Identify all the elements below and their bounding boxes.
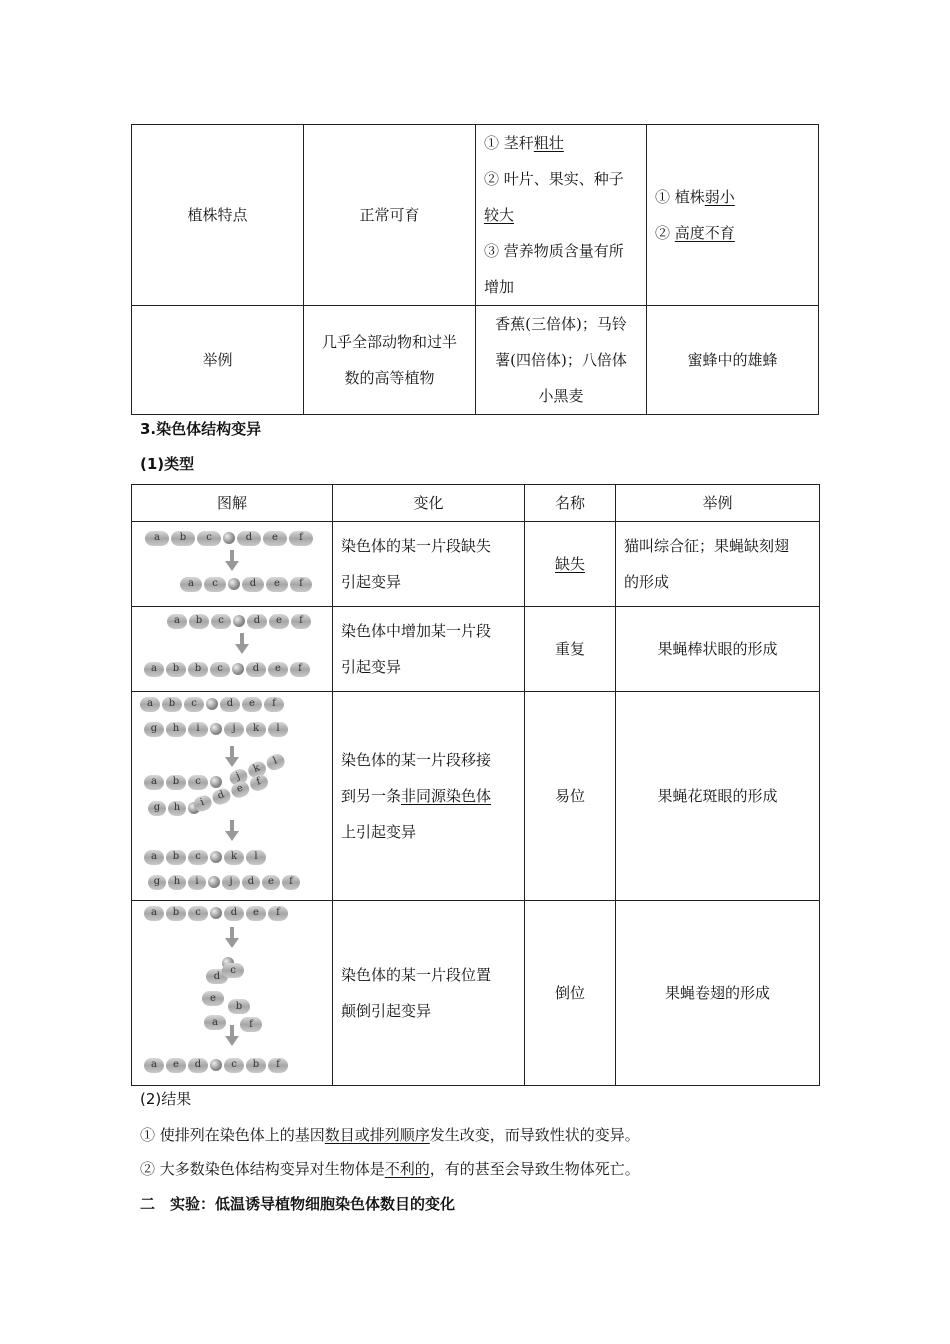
gene-g: g bbox=[148, 801, 166, 816]
section-2-title: 二 实验：低温诱导植物细胞染色体数目的变化 bbox=[140, 1195, 456, 1213]
haploid-traits-cell bbox=[647, 125, 819, 306]
gene-e: e bbox=[263, 531, 287, 546]
gene-f: f bbox=[290, 577, 312, 592]
gene-b: b bbox=[228, 999, 250, 1014]
duplication-example-cell: 果蝇棒状眼的形成 bbox=[616, 607, 820, 692]
gene-d: d bbox=[247, 614, 267, 629]
gene-b: b bbox=[171, 531, 195, 546]
deletion-example-line-2: 的形成 bbox=[624, 573, 670, 591]
gene-i: i bbox=[188, 875, 206, 890]
gene-d: d bbox=[210, 786, 232, 806]
chromosome-2-after bbox=[148, 874, 302, 890]
deletion-change-line-2: 引起变异 bbox=[341, 573, 402, 591]
polyploid-example-line-3: 小黑麦 bbox=[538, 387, 584, 405]
gene-b: b bbox=[166, 850, 186, 865]
gene-c: c bbox=[222, 963, 244, 978]
gene-e: e bbox=[202, 991, 224, 1006]
gene-h: h bbox=[168, 801, 186, 816]
arrow-down-icon bbox=[227, 1025, 237, 1047]
inversion-diagram bbox=[132, 901, 333, 1086]
translocation-change-line-1: 染色体的某一片段移接 bbox=[341, 751, 492, 769]
result-1: ① 使排列在染色体上的基因数目或排列顺序发生改变，而导致性状的变异。 bbox=[140, 1126, 640, 1144]
deletion-diagram bbox=[132, 522, 333, 607]
gene-c: c bbox=[224, 1058, 244, 1073]
gene-a: a bbox=[145, 531, 169, 546]
arrow-down-icon bbox=[227, 927, 237, 949]
gene-f: f bbox=[264, 697, 284, 712]
gene-c: c bbox=[211, 614, 231, 629]
chromosome-before bbox=[167, 613, 313, 629]
row-label-examples: 举例 bbox=[132, 306, 304, 415]
inversion-change-line-2: 颠倒引起变异 bbox=[341, 1002, 432, 1020]
gene-d: d bbox=[206, 969, 228, 984]
gene-d: d bbox=[237, 531, 261, 546]
trait-line-2: ② 叶片、果实、种子 bbox=[484, 170, 624, 188]
gene-a: a bbox=[144, 662, 164, 677]
gene-j: j bbox=[224, 722, 244, 737]
gene-b: b bbox=[189, 614, 209, 629]
deletion-name-cell bbox=[525, 522, 616, 607]
chromosome-before bbox=[145, 530, 315, 546]
gene-d: d bbox=[246, 662, 266, 677]
trait-line-4: ③ 营养物质含量有所 bbox=[484, 242, 624, 260]
gene-a: a bbox=[140, 697, 160, 712]
gene-f: f bbox=[282, 875, 300, 890]
chromosome-after bbox=[180, 576, 314, 592]
subsection-types-title: (1)类型 bbox=[140, 455, 195, 473]
centromere-icon bbox=[228, 578, 240, 590]
gene-c: c bbox=[184, 697, 204, 712]
gene-e: e bbox=[266, 577, 288, 592]
gene-b: b bbox=[166, 906, 186, 921]
inversion-change-cell bbox=[333, 901, 525, 1086]
gene-f: f bbox=[240, 1017, 262, 1032]
centromere-icon bbox=[232, 663, 244, 675]
gene-a: a bbox=[144, 906, 164, 921]
polyploid-example-line-1: 香蕉(三倍体)；马铃 bbox=[495, 315, 627, 333]
deletion-name: 缺失 bbox=[554, 555, 585, 573]
deletion-example-cell bbox=[616, 522, 820, 607]
gene-g: g bbox=[144, 722, 164, 737]
gene-e: e bbox=[268, 662, 288, 677]
gene-f: f bbox=[268, 1058, 288, 1073]
centromere-icon bbox=[210, 1059, 222, 1071]
trait-line-1: ① 茎秆粗壮 bbox=[484, 134, 564, 152]
centromere-icon bbox=[210, 907, 222, 919]
haploid-line-1: ① 植株弱小 bbox=[655, 188, 735, 206]
gene-a: a bbox=[144, 850, 164, 865]
gene-a: a bbox=[167, 614, 187, 629]
deletion-example-line-1: 猫叫综合征；果蝇缺刻翅 bbox=[624, 537, 790, 555]
centromere-icon bbox=[208, 876, 220, 888]
gene-b: b bbox=[246, 1058, 266, 1073]
centromere-icon bbox=[210, 851, 222, 863]
diploid-example-line-1: 几乎全部动物和过半 bbox=[321, 333, 457, 351]
polyploid-traits-cell bbox=[476, 125, 647, 306]
result-2: ② 大多数染色体结构变异对生物体是不利的，有的甚至会导致生物体死亡。 bbox=[140, 1160, 640, 1178]
centromere-icon bbox=[233, 615, 245, 627]
chromosome-2-before bbox=[144, 721, 290, 737]
deletion-change-line-1: 染色体的某一片段缺失 bbox=[341, 537, 492, 555]
gene-d: d bbox=[242, 875, 260, 890]
gene-d: d bbox=[220, 697, 240, 712]
inversion-change-line-1: 染色体的某一片段位置 bbox=[341, 966, 492, 984]
gene-k: k bbox=[224, 850, 244, 865]
gene-i: i bbox=[188, 722, 208, 737]
gene-f: f bbox=[248, 772, 270, 792]
chromosome-before bbox=[144, 905, 290, 921]
translocation-name-cell: 易位 bbox=[525, 692, 616, 901]
duplication-diagram bbox=[132, 607, 333, 692]
gene-h: h bbox=[168, 875, 186, 890]
gene-e: e bbox=[242, 697, 262, 712]
gene-i: i bbox=[191, 793, 213, 813]
gene-a: a bbox=[180, 577, 202, 592]
gene-c: c bbox=[204, 577, 226, 592]
centromere-icon bbox=[210, 723, 222, 735]
gene-j: j bbox=[222, 875, 240, 890]
gene-h: h bbox=[166, 722, 186, 737]
ploidy-table bbox=[131, 124, 819, 415]
gene-a: a bbox=[144, 1058, 164, 1073]
duplication-name-cell: 重复 bbox=[525, 607, 616, 692]
gene-l: l bbox=[246, 850, 266, 865]
gene-a: a bbox=[204, 1015, 226, 1030]
normal-fertile-cell: 正常可育 bbox=[304, 125, 476, 306]
gene-f: f bbox=[289, 531, 313, 546]
gene-d: d bbox=[224, 906, 244, 921]
centromere-icon bbox=[223, 532, 235, 544]
duplication-change-line-2: 引起变异 bbox=[341, 658, 402, 676]
header-example: 举例 bbox=[616, 485, 820, 522]
gene-b: b bbox=[162, 697, 182, 712]
translocation-diagram bbox=[132, 692, 333, 901]
structural-variation-table bbox=[131, 484, 820, 1086]
gene-e: e bbox=[166, 1058, 186, 1073]
gene-c: c bbox=[210, 662, 230, 677]
gene-l: l bbox=[264, 751, 286, 772]
haploid-example-cell: 蜜蜂中的雄蜂 bbox=[647, 306, 819, 415]
trait-line-5: 增加 bbox=[484, 278, 515, 296]
inversion-name-cell: 倒位 bbox=[525, 901, 616, 1086]
deletion-change-cell bbox=[333, 522, 525, 607]
gene-b: b bbox=[166, 775, 186, 790]
gene-b: b bbox=[166, 662, 186, 677]
gene-c: c bbox=[197, 531, 221, 546]
gene-c: c bbox=[188, 850, 208, 865]
centromere-icon bbox=[206, 698, 218, 710]
translocation-change-line-2: 到另一条非同源染色体 bbox=[341, 787, 492, 805]
polyploid-example-cell bbox=[476, 306, 647, 415]
chromosome-1-after bbox=[144, 849, 268, 865]
chromosome-1-before bbox=[140, 696, 286, 712]
inversion-example-cell: 果蝇卷翅的形成 bbox=[616, 901, 820, 1086]
header-diagram: 图解 bbox=[132, 485, 333, 522]
gene-f: f bbox=[290, 662, 310, 677]
gene-c: c bbox=[188, 906, 208, 921]
gene-k: k bbox=[246, 722, 266, 737]
translocation-change-cell bbox=[333, 692, 525, 901]
gene-e: e bbox=[229, 779, 251, 799]
chromosome-after bbox=[144, 1057, 290, 1073]
row-label-plant-traits: 植株特点 bbox=[132, 125, 304, 306]
gene-f: f bbox=[268, 906, 288, 921]
translocation-example-cell: 果蝇花斑眼的形成 bbox=[616, 692, 820, 901]
diploid-example-cell bbox=[304, 306, 476, 415]
gene-c: c bbox=[188, 775, 208, 790]
gene-f: f bbox=[291, 614, 311, 629]
gene-j: j bbox=[227, 766, 249, 787]
gene-e: e bbox=[262, 875, 280, 890]
chromosome-after bbox=[144, 661, 312, 677]
gene-e: e bbox=[246, 906, 266, 921]
gene-e: e bbox=[269, 614, 289, 629]
haploid-line-2: ② 高度不育 bbox=[655, 224, 735, 242]
arrow-down-icon bbox=[227, 550, 237, 572]
duplication-change-cell bbox=[333, 607, 525, 692]
gene-a: a bbox=[144, 775, 164, 790]
duplication-change-line-1: 染色体中增加某一片段 bbox=[341, 622, 492, 640]
header-change: 变化 bbox=[333, 485, 525, 522]
header-name: 名称 bbox=[525, 485, 616, 522]
section-3-title: 3.染色体结构变异 bbox=[140, 420, 262, 438]
translocation-change-line-3: 上引起变异 bbox=[341, 823, 417, 841]
subsection-results-title: (2)结果 bbox=[140, 1090, 192, 1108]
gene-k: k bbox=[246, 759, 268, 780]
gene-b: b bbox=[188, 662, 208, 677]
arrow-down-icon bbox=[237, 633, 247, 655]
gene-l: l bbox=[268, 722, 288, 737]
polyploid-example-line-2: 薯(四倍体)；八倍体 bbox=[495, 351, 627, 369]
diploid-example-line-2: 数的高等植物 bbox=[344, 369, 435, 387]
gene-d: d bbox=[242, 577, 264, 592]
gene-g: g bbox=[148, 875, 166, 890]
trait-line-3: 较大 bbox=[484, 206, 515, 224]
gene-d: d bbox=[188, 1058, 208, 1073]
